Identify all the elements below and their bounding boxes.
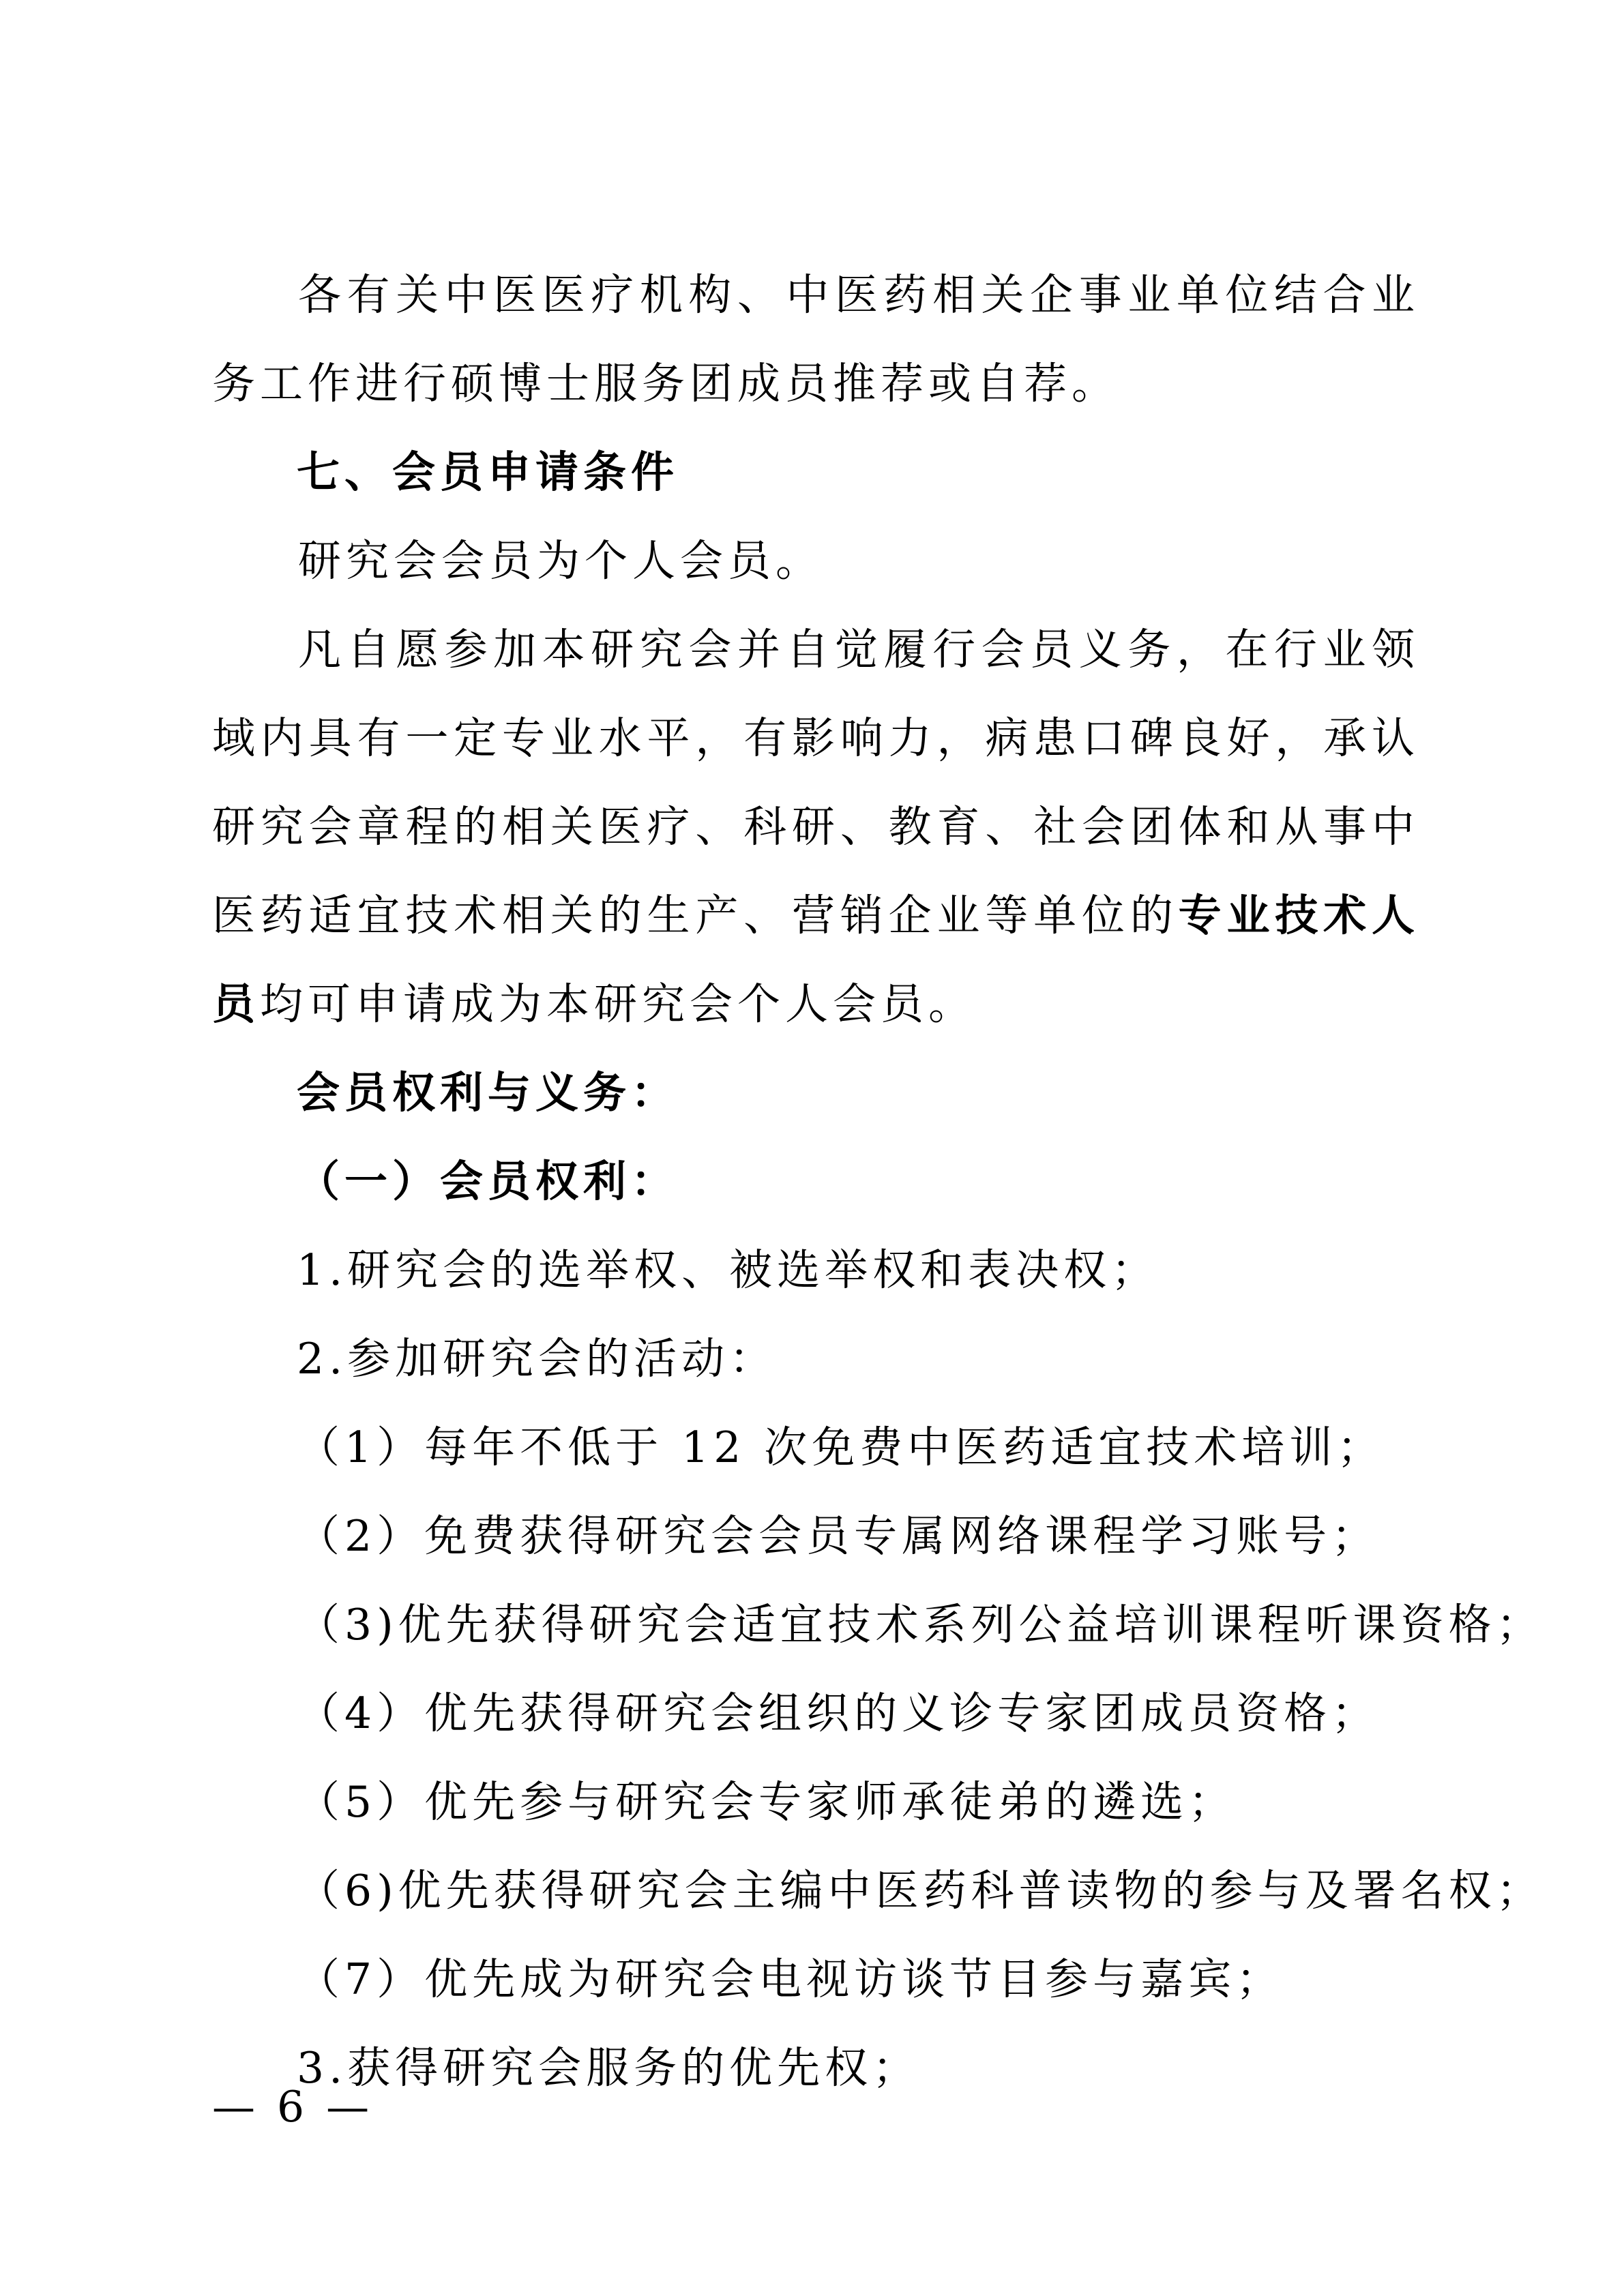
- list-item-activities: 2.参加研究会的活动：: [297, 1334, 778, 1384]
- list-item-voting-rights: 1.研究会的选举权、被选举权和表决权；: [297, 1245, 1160, 1295]
- eligibility-text-start: 凡自愿参加本研究会并自觉履行会员义务，在行业领域内具有一定专业水平，有影响力，病患口碑良好，承认研究会章程的相关医疗、科研、教育、社会团体和从事中医药适宜技术相关的生产、营销企业等单位的: [212, 625, 1419, 940]
- paragraph-recommendation: 各有关中医医疗机构、中医药相关企事业单位结合业务工作进行硕博士服务团成员推荐或自荐。: [212, 270, 1419, 408]
- eligibility-emphasis: 专业技术人员: [212, 891, 1420, 1029]
- list-subitem-tv-guest: （7）优先成为研究会电视访谈节目参与嘉宾；: [297, 1954, 1284, 2004]
- list-subitem-clinic-team: （4）优先获得研究会组织的义诊专家团成员资格；: [297, 1688, 1380, 1738]
- paragraph-eligibility: [212, 606, 1419, 1049]
- list-subitem-online-course: （2）免费获得研究会会员专属网络课程学习账号；: [297, 1511, 1380, 1561]
- subheading-member-rights: （一）会员权利：: [297, 1157, 679, 1206]
- list-subitem-training: （1）每年不低于 12 次免费中医药适宜技术培训；: [297, 1422, 1385, 1472]
- section-heading-membership-conditions: 七、会员申请条件: [297, 447, 679, 497]
- paragraph-individual-members: 研究会会员为个人会员。: [298, 536, 823, 586]
- list-subitem-publication: （6)优先获得研究会主编中医药科普读物的参与及署名权；: [297, 1866, 1544, 1915]
- list-subitem-public-course: （3)优先获得研究会适宜技术系列公益培训课程听课资格；: [297, 1600, 1544, 1650]
- list-item-service-priority: 3.获得研究会服务的优先权；: [297, 2043, 921, 2093]
- eligibility-text-end: 均可申请成为本研究会个人会员。: [260, 979, 976, 1029]
- page-number: — 6 —: [212, 2082, 374, 2132]
- list-subitem-apprentice: （5）优先参与研究会专家师承徒弟的遴选；: [297, 1777, 1237, 1827]
- page-content: [212, 251, 1544, 2113]
- subheading-rights-obligations: 会员权利与义务：: [297, 1068, 679, 1118]
